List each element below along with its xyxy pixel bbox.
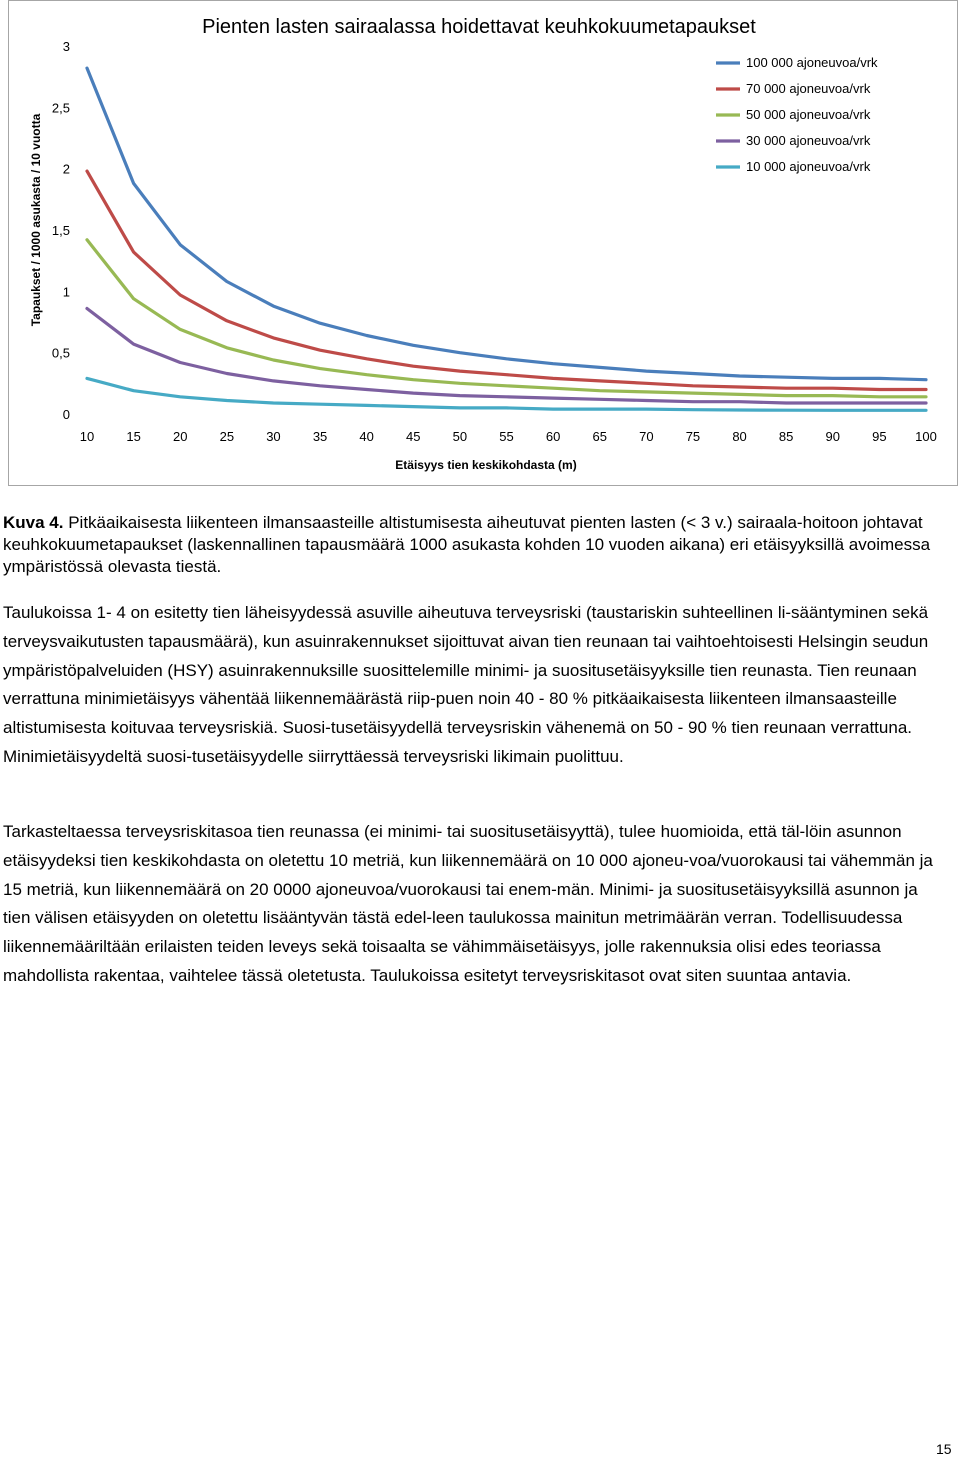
- x-tick-label: 35: [312, 429, 328, 444]
- x-tick-label: 20: [172, 429, 188, 444]
- x-tick-label: 75: [685, 429, 701, 444]
- x-tick-label: 80: [732, 429, 747, 444]
- x-tick-label: 95: [872, 429, 887, 444]
- y-tick-label: 3: [62, 39, 70, 54]
- x-tick-label: 55: [499, 429, 514, 444]
- legend-entry: 70 000 ajoneuvoa/vrk: [746, 81, 871, 96]
- legend-entry: 30 000 ajoneuvoa/vrk: [746, 133, 871, 148]
- body-paragraph-1: Taulukoissa 1- 4 on esitetty tien läheisyydessä asuville aiheutuva terveysriski (taustariskin suhteellinen li-sääntyminen sekä terveysvaikutusten tapausmäärä), kun asuinrakennukset sijoittuvat aivan tien reunaan tai vaihtoehtoisesti Helsingin seudun ympäristöpalveluiden (HSY) asuinrakennuksille suosittelemille minimi- ja suositusetäisyyksille tien reunasta. Tien reunaan verrattuna minimietäisyys vähentää liikennemäärästä riip-puen noin 40 - 80 % pitkäaikaisesta liikenteen ilmansaasteille altistumisesta koituvaa terveysriskiä. Suosi-tusetäisyydellä terveysriskin vähenemä on 50 - 90 % tien reunaan verrattuna. Minimietäisyydeltä suosi-tusetäisyydelle siirryttäessä terveysriski likimain puolittuu.: [3, 603, 929, 766]
- x-tick-label: 15: [126, 429, 141, 444]
- x-axis-label: Etäisyys tien keskikohdasta (m): [395, 458, 577, 472]
- x-tick-label: 100: [915, 429, 937, 444]
- chart-title: Pienten lasten sairaalassa hoidettavat keuhkokuumetapaukset: [202, 16, 756, 38]
- x-tick-label: 70: [639, 429, 654, 444]
- page-number: 15: [936, 1441, 952, 1457]
- x-tick-label: 25: [219, 429, 235, 444]
- y-tick-label: 1: [62, 284, 70, 300]
- caption-text: Pitkäaikaisesta liikenteen ilmansaasteille altistumisesta aiheutuvat pienten lasten (< 3 v.) sairaala-hoitoon johtavat keuhkokuumetapaukset (laskennallinen tapausmäärä 1000 asukasta kohden 10 vuoden aikana) eri etäisyyksillä avoimessa ympäristössä olevasta tiestä.: [3, 513, 931, 576]
- y-tick-label: 0: [62, 407, 70, 422]
- y-axis-label: Tapaukset / 1000 asukasta / 10 vuotta: [29, 113, 43, 327]
- y-tick-label: 2,5: [51, 100, 70, 116]
- x-tick-label: 45: [406, 429, 421, 444]
- line-chart: [0, 0, 960, 490]
- caption-label: Kuva 4.: [3, 513, 64, 532]
- y-tick-label: 2: [62, 161, 70, 177]
- y-tick-label: 0,5: [51, 345, 70, 361]
- x-tick-label: 85: [778, 429, 794, 444]
- figure-caption: [3, 512, 938, 578]
- x-tick-label: 40: [359, 429, 374, 444]
- y-tick-label: 1,5: [51, 223, 70, 238]
- series-line: [87, 171, 926, 389]
- legend-entry: 10 000 ajoneuvoa/vrk: [746, 159, 871, 174]
- legend-entry: 100 000 ajoneuvoa/vrk: [746, 55, 878, 70]
- x-tick-label: 10: [79, 429, 95, 444]
- x-tick-label: 90: [825, 429, 841, 444]
- legend-entry: 50 000 ajoneuvoa/vrk: [746, 107, 871, 122]
- x-tick-label: 50: [452, 429, 468, 444]
- x-tick-label: 65: [592, 429, 607, 444]
- x-tick-label: 60: [545, 429, 561, 444]
- body-paragraph-2: Tarkasteltaessa terveysriskitasoa tien reunassa (ei minimi- tai suositusetäisyyttä), tulee huomioida, että täl-löin asunnon etäisyydeksi tien keskikohdasta on oletettu 10 metriä, kun liikennemäärä on 10 000 ajoneu-voa/vuorokausi tai vähemmän ja 15 metriä, kun liikennemäärä on 20 0000 ajoneuvoa/vuorokausi tai enem-män. Minimi- ja suositusetäisyyksillä asunnon ja tien välisen etäisyyden on oletettu lisääntyvän tästä edel-leen taulukossa mainitun metrimäärän verran. Todellisuudessa liikennemääriltään erilaisten teiden leveys sekä toisaalta se vähimmäisetäisyys, jolle rakennuksia olisi edes teoriassa mahdollista rakentaa, vaihtelee tässä oletetusta. Taulukoissa esitetyt terveysriskitasot ovat siten suuntaa antavia.: [3, 822, 933, 985]
- x-tick-label: 30: [266, 429, 281, 444]
